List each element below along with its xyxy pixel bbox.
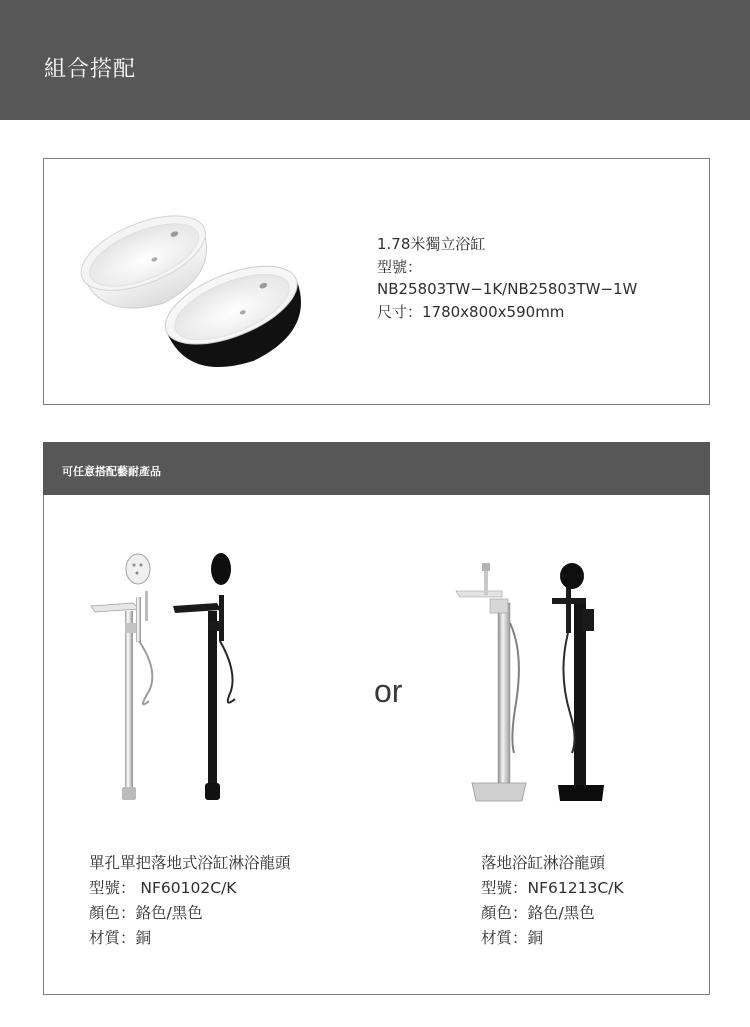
bathtub-model: NB25803TW−1K/NB25803TW−1W [377,280,638,298]
page-title: 組合搭配 [44,57,137,82]
product-name: 落地浴缸淋浴龍頭 [481,854,606,872]
page-header [0,0,750,120]
bathtub-name: 1.78米獨立浴缸 [377,235,486,253]
section-header [43,442,710,495]
product-name: 單孔單把落地式浴缸淋浴龍頭 [89,854,291,872]
bathtub-size: 尺寸：1780x800x590mm [377,302,565,321]
bathtub-model-label: 型號： [377,257,423,276]
product-model: 型號：NF61213C/K [481,879,624,897]
product-color: 顏色：鉻色/黑色 [481,904,595,922]
or-separator: or [374,673,403,709]
product-material: 材質：銅 [89,929,152,947]
product-info-nf60102 [89,851,291,951]
faucet-nf61213-image [454,563,614,805]
bathtub-info [377,233,637,323]
bathtub-card [43,158,710,405]
product-model: 型號： NF60102C/K [89,879,237,897]
compatible-products-section [43,442,710,995]
product-info-nf61213 [481,851,624,951]
faucet-nf60102-image [89,551,249,805]
section-title: 可任意搭配藝耐產品 [62,465,161,478]
bathtub-image [72,195,304,373]
product-material: 材質：銅 [481,929,544,947]
product-color: 顏色：鉻色/黑色 [89,904,203,922]
